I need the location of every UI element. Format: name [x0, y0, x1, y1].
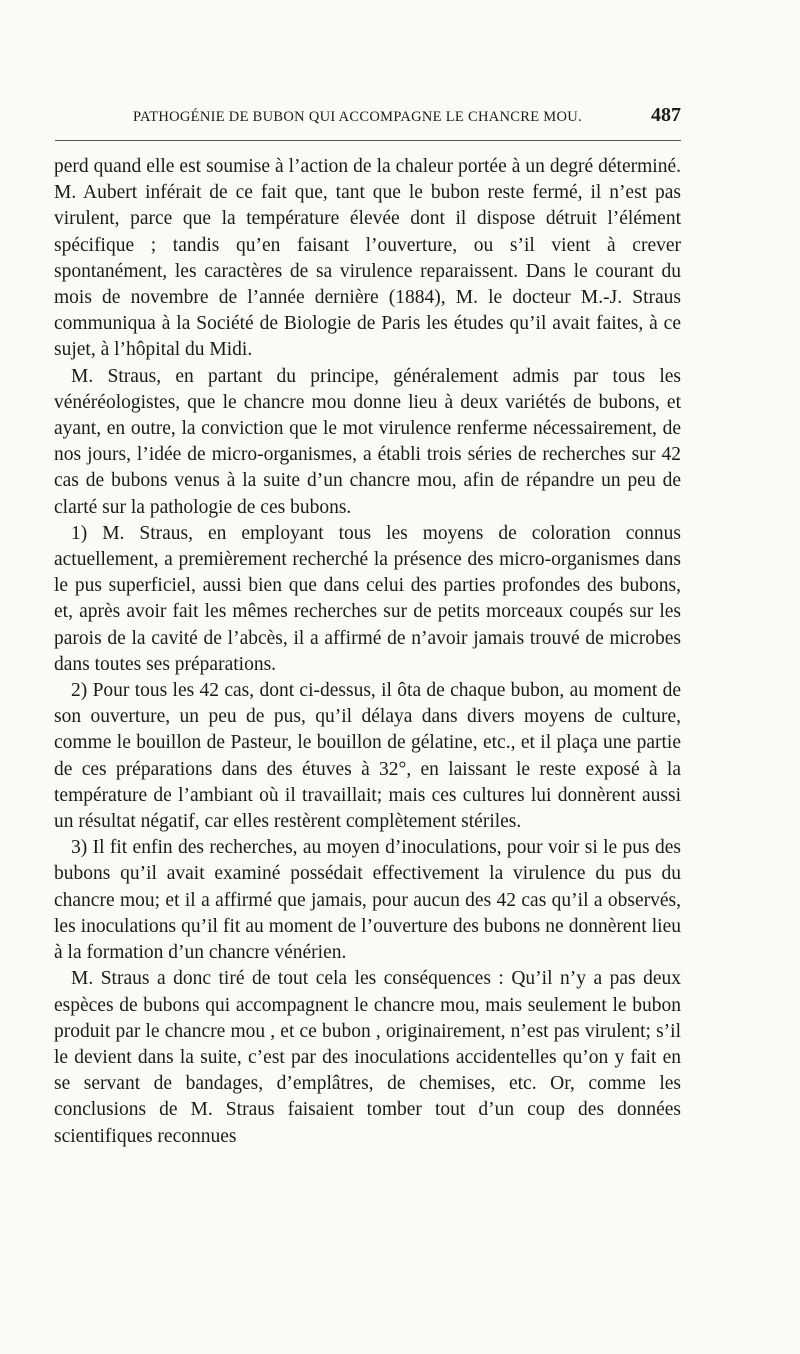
paragraph-straus-principle: M. Straus, en partant du principe, généralement admis par tous les vénéréologistes, que le chancre mou donne lieu à deux variétés de bubons, et ayant, en outre, la conviction que le mot virulence renferme nécessairement, de nos jours, l’idée de micro-organismes, a établi trois séries de recherches sur 42 cas de bubons venus à la suite d’un chancre mou, afin de répandre un peu de clarté sur la pathologie de ces bubons. [54, 365, 681, 518]
paragraph-research-3: 3) Il fit enfin des recherches, au moyen d’inoculations, pour voir si le pus des bubons qu’il avait examiné possédait effectivement la virulence du pus du chancre mou; et il a affirmé que jamais, pour aucun des 42 cas qu’il a observés, les inoculations qu’il fit au moment de l’ouverture des bubons ne donnèrent lieu à la formation d’un chancre vénérien. [54, 837, 681, 964]
paragraph-research-2: 2) Pour tous les 42 cas, dont ci-dessus, il ôta de chaque bubon, au moment de son ouverture, un peu de pus, qu’il délaya dans divers moyens de culture, comme le bouillon de Pasteur, le bouillon de gélatine, etc., et il plaça une partie de ces préparations dans des étuves à 32°, en laissant le reste exposé à la température de l’ambiant où il travaillait; mais ces cultures lui donnèrent aussi un résultat négatif, car elles restèrent complètement stériles. [54, 680, 681, 833]
paragraph-conclusions: M. Straus a donc tiré de tout cela les conséquences : Qu’il n’y a pas deux espèces de bubons qui accompagnent le chancre mou, mais seulement le bubon produit par le chancre mou , et ce bubon , originairement, n’est pas virulent; s’il le devient dans la suite, c’est par des inoculations accidentelles qu’on y fait en se servant de bandages, d’emplâtres, de chemises, etc. Or, comme les conclusions de M. Straus faisaient tomber tout d’un coup des données scientifiques reconnues [54, 968, 681, 1147]
paragraph-continuation: perd quand elle est soumise à l’action de la chaleur portée à un degré déterminé. M. Aubert inférait de ce fait que, tant que le bubon reste fermé, il n’est pas virulent, parce que la température élevée dont il dispose détruit l’élément spécifique ; tandis qu’en faisant l’ouverture, ou s’il vient à crever spontanément, les caractères de sa virulence reparaissent. Dans le courant du mois de novembre de l’année dernière (1884), M. le docteur M.-J. Straus communiqua à la Société de Biologie de Paris les études qu’il avait faites, à ce sujet, à l’hôpital du Midi. [54, 156, 681, 361]
paragraph-research-1: 1) M. Straus, en employant tous les moyens de coloration connus actuellement, a premièrement recherché la présence des micro-organismes dans le pus superficiel, aussi bien que dans celui des parties profondes des bubons, et, après avoir fait les mêmes recherches sur de petits morceaux coupés sur les parois de la cavité de l’abcès, il a affirmé de n’avoir jamais trouvé de microbes dans toutes ses préparations. [54, 522, 681, 675]
body-text [54, 154, 681, 1150]
running-title: PATHOGÉNIE DE BUBON QUI ACCOMPAGNE LE CHANCRE MOU. [133, 109, 582, 125]
running-header [54, 103, 681, 131]
page-number: 487 [651, 104, 681, 126]
header-rule [55, 140, 681, 141]
